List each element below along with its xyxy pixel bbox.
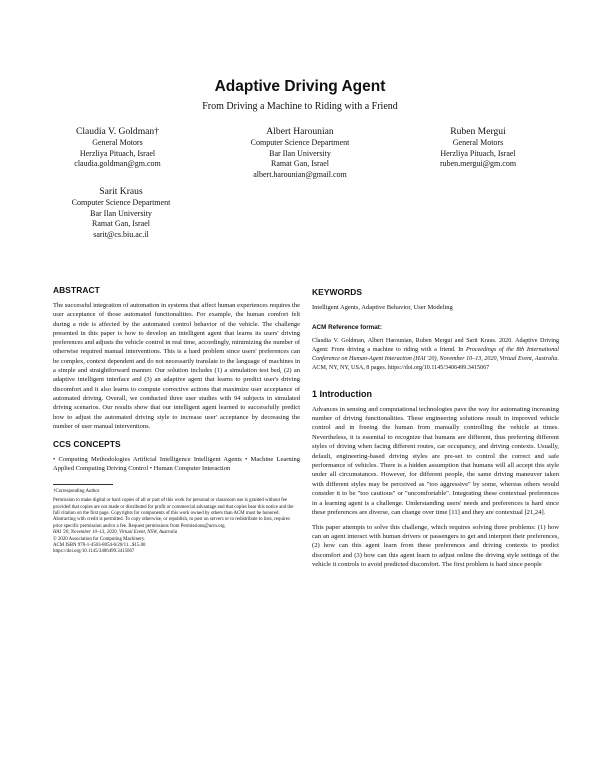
- keywords-heading: KEYWORDS: [312, 287, 363, 297]
- author-email: claudia.goldman@gm.com: [74, 159, 161, 169]
- footnote-copyright: © 2020 Association for Computing Machinery.: [53, 536, 146, 542]
- footnote-permission: Permission to make digital or hard copies of all or part of this work for personal or classroom use is granted without fee provided that copies are not made or distributed for profit or commercial advantage and that copies bear this notice and the full citation on the first page. Copyrights for components of this work owned by others than ACM must be honored. Abstracting with credit is permitted. To copy otherwise, or republish, to post on servers or to redistribute to lists, requires prior specific permission and/or a fee. Request permissions from Permissions@acm.org.: [53, 498, 294, 529]
- acm-reference-part-b: ACM, NY, NY, USA, 8 pages. https://doi.org/10.1145/3406499.3415067: [312, 364, 490, 371]
- author-affiliation: General Motors: [452, 138, 504, 147]
- author-affiliation: Bar Ilan University: [269, 148, 331, 158]
- author-affiliation: Bar Ilan University: [90, 208, 152, 218]
- footnote-isbn: ACM ISBN 978-1-4503-8054-6/20/11...$15.00: [53, 543, 146, 548]
- introduction-paragraph: This paper attempts to solve this challenge, which requires solving three problems: (1) how can an agent interact with human drivers or passengers to get and interpret their preferences, (2) how can this agent learn from these preferences and driving contexts to predict discomfort and (3) how can this agent learn to adjust online the driving style settings of the vehicle it controls to avoid predicted discomfort. The first problem is hard since people: [312, 523, 559, 569]
- ccs-text: • Computing Methodologies Artificial Intelligence Intelligent Agents • Machine Learning Applied Computing Driving Control • Human Computer Interaction: [53, 456, 300, 473]
- introduction-heading: 1 Introduction: [312, 388, 372, 399]
- footnote-doi[interactable]: https://doi.org/10.1145/3406499.3415067: [53, 549, 135, 555]
- author-email: ruben.mergui@gm.com: [439, 159, 517, 169]
- acm-reference-proceedings: Proceedings of the 8th International Conference on Human-Agent Interaction (HAI '20), November 10–13, 2020, Virtual Event, Australia.: [312, 346, 559, 362]
- author-name: Ruben Mergui: [450, 126, 506, 137]
- author-location: Ramat Gan, Israel: [271, 159, 329, 169]
- footnote-corresponding: †Corresponding Author: [53, 488, 100, 494]
- author-location: Herzliya Pituach, Israel: [440, 148, 516, 158]
- author-affiliation: Computer Science Department: [250, 138, 350, 147]
- introduction-paragraph: Advances in sensing and computational technologies pave the way for automating increasing number of driving functionalities. These engineering solutions result in improved vehicle control and in freeing the human from manually controlling the vehicle at times. Nevertheless, it is essential to recognize that humans are different, thus preferring different styles of driving when facing different routes, car occupancy, and driving contexts. Usually, default, engineering-based driving styles are pre-set to control the correct and safe performance of vehicles. There is a hidden assumption that humans will all accept this style under all circumstances. However, for different people, the same driving maneuver taken with different styles may be perceived as "too aggressive" by some, whereas others would consider it to be "too cautious" or "uncomfortable". Integrating these contextual preferences in a learning agent is a challenge. Understanding users' needs and preferences is hard since these preferences are diverse, can change over time [11] and they are contextual [21,24].: [312, 405, 559, 517]
- ccs-heading: CCS CONCEPTS: [53, 439, 121, 450]
- acm-reference-part-a: Claudia V. Goldman, Albert Harounian, Ruben Mergui and Sarit Kraus. 2020. Adaptive Driving Agent: From driving a machine to riding with a friend. In: [312, 338, 559, 353]
- author-affiliation: General Motors: [92, 138, 143, 147]
- author-location: Ramat Gan, Israel: [92, 219, 150, 229]
- abstract-text: The successful integration of automation in systems that affect human experiences requires the user acceptance of those automated functionalities. For example, the human comfort felt during a ride is affected by the automated control behavior of the vehicle. The challenge presented in this paper is how to develop an intelligent agent that learns its users' driving preferences and adjusts the vehicle control in real time, accordingly, minimizing the number of otherwise required manual interventions. This is a hard problem since users' preferences can be complex, context dependent and do not necessarily translate to the language of machines in a simple and straightforward manner. Our solution includes (1) a simulation test bed, (2) an adaptive intelligent interface and (3) an adaptive agent that learns to predict user's driving discomfort and it also learns to compute corrective actions that maximize user acceptance of automated driving. Overall, we conducted three user studies with 94 subjects in simulated driving scenarios. Our results show that our intelligent agent learned to successfully predict how to adjust the automated driving style to increase user' acceptance by decreasing the number of user manual interventions.: [53, 302, 300, 430]
- author-location: Herzliya Pituach, Israel: [79, 148, 156, 158]
- paper-subtitle: From Driving a Machine to Riding with a Friend: [202, 101, 398, 112]
- author-block: [222, 126, 378, 180]
- author-block: [403, 126, 553, 170]
- author-email: sarit@cs.biu.ac.il: [93, 229, 149, 239]
- keywords-text: Intelligent Agents, Adaptive Behavior, User Modeling: [312, 304, 453, 311]
- author-block: [46, 186, 196, 240]
- author-affiliation: Computer Science Department: [71, 198, 171, 207]
- footnote-conference-text: HAI '20, November 10–13, 2020, Virtual Event, NSW, Australia: [53, 530, 178, 536]
- left-column: [53, 285, 300, 556]
- paper-title: Adaptive Driving Agent: [214, 78, 386, 95]
- author-name: Albert Harounian: [266, 126, 334, 137]
- acm-reference-heading: ACM Reference format:: [312, 324, 382, 331]
- author-block: [40, 126, 195, 170]
- author-name: Claudia V. Goldman†: [75, 126, 160, 137]
- acm-reference-text: [312, 337, 559, 373]
- right-column: [312, 285, 559, 575]
- footnote-divider: [53, 484, 113, 485]
- abstract-heading: ABSTRACT: [53, 285, 100, 295]
- author-name: Sarit Kraus: [99, 186, 143, 197]
- author-email: albert.harounian@gmail.com: [253, 169, 347, 179]
